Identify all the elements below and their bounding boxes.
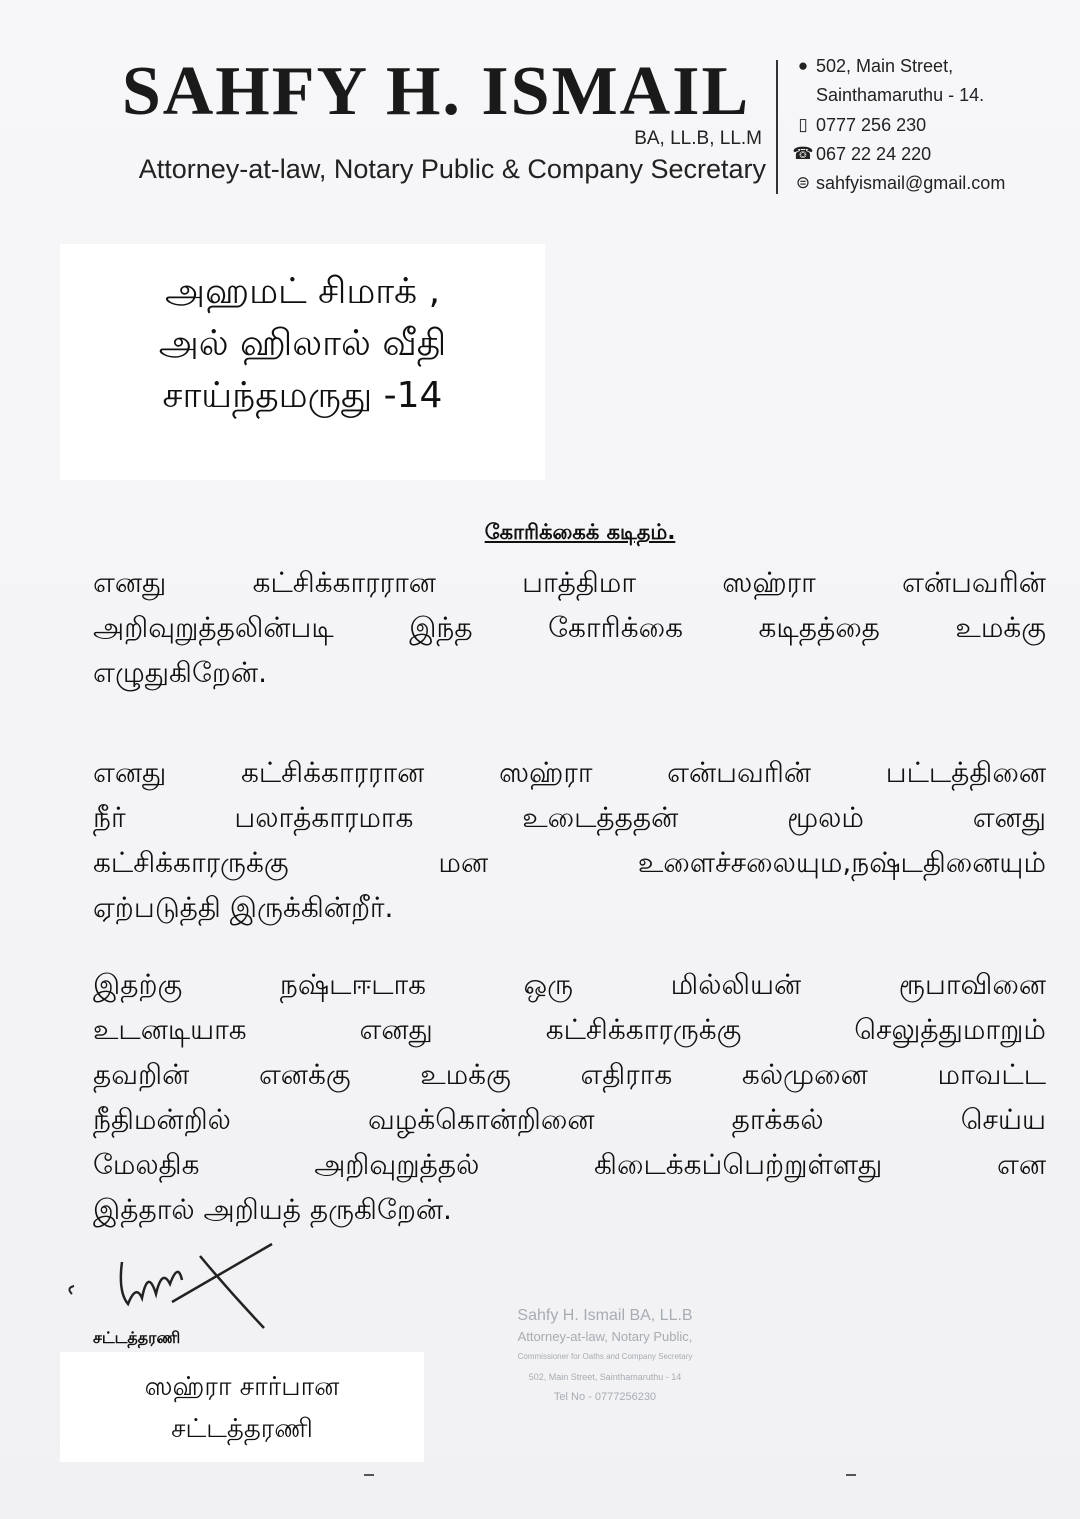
letterhead-divider (776, 60, 778, 194)
word: ரூபாவினை (898, 968, 1046, 1001)
text-line (93, 560, 1046, 605)
signature-label: சட்டத்தரணி (93, 1328, 181, 1347)
word: எனது (93, 756, 167, 789)
letter-subject: கோரிக்கைக் கடிதம். (484, 520, 676, 544)
stamp-line-5: Tel No - 0777256230 (553, 1391, 657, 1403)
text-line (93, 1007, 1046, 1052)
word: கடிதத்தை (758, 611, 880, 644)
word: உளைச்சலையும,நஷ்டதினையும் (637, 846, 1046, 879)
word: வழக்கொன்றினை (368, 1103, 595, 1136)
contact-email (790, 171, 1070, 200)
word: மூலம் (787, 801, 864, 834)
paragraph-3 (93, 962, 1046, 1232)
text-line (93, 1052, 1046, 1097)
text-line (93, 885, 1046, 930)
lawyer-stamp (470, 1305, 740, 1407)
mobile-number: 0777 256 230 (816, 115, 927, 135)
word: கட்சிக்காரரான (240, 756, 425, 789)
phone-number: 067 22 24 220 (816, 144, 932, 164)
stamp-line-3: Commissioner for Oaths and Company Secretary (517, 1352, 693, 1361)
professional-title: Attorney-at-law, Notary Public & Company Secretary (138, 154, 766, 184)
email-address: sahfyismail@gmail.com (816, 173, 1006, 193)
word: கட்சிக்காரருக்கு (93, 846, 289, 879)
handwritten-signature (60, 1232, 280, 1332)
word: உடைத்ததன் (522, 801, 679, 834)
address-line-1: 502, Main Street, (816, 56, 954, 76)
word: பட்டத்தினை (885, 756, 1046, 789)
qualifications: BA, LL.B, LL.M (634, 128, 762, 149)
word: எழுதுகிறேன். (93, 656, 267, 689)
text-line (93, 1097, 1046, 1142)
contact-block (790, 54, 1070, 200)
recipient-line-1: அஹமட் சிமாக் , (164, 271, 441, 312)
text-line (93, 962, 1046, 1007)
text-line (93, 1187, 1046, 1232)
address-line-2: Sainthamaruthu - 14. (816, 85, 985, 105)
word: கல்முனை (741, 1058, 868, 1091)
word: மன (438, 846, 489, 879)
text-line (93, 795, 1046, 840)
word: மாவட்ட (937, 1058, 1046, 1091)
word: செலுத்துமாறும் (854, 1013, 1046, 1046)
word: ஸஹ்ரா (722, 566, 816, 599)
word: செய்ய (960, 1103, 1046, 1136)
word: என்பவரின் (902, 566, 1046, 599)
contact-address (790, 54, 1070, 83)
word: கோரிக்கை (548, 611, 684, 644)
home-phone-icon: ☎ (792, 144, 814, 163)
scan-mark (364, 1474, 374, 1476)
lawyer-name: SAHFY H. ISMAIL (121, 53, 751, 130)
word: ஒரு (523, 968, 574, 1001)
word: இத்தால் அறியத் தருகிறேன். (93, 1193, 452, 1226)
stamp-line-1: Sahfy H. Ismail BA, LL.B (517, 1307, 693, 1324)
stamp-line-2: Attorney-at-law, Notary Public, (517, 1329, 693, 1344)
word: அறிவுறுத்தலின்படி (93, 611, 334, 644)
word: எனது (93, 566, 167, 599)
word: உமக்கு (955, 611, 1046, 644)
contact-phone (790, 142, 1070, 171)
word: எனது (972, 801, 1046, 834)
word: மேலதிக (93, 1148, 200, 1181)
word: பாத்திமா (522, 566, 636, 599)
contact-mobile (790, 113, 1070, 142)
contact-address-2 (790, 83, 1070, 113)
paragraph-1 (93, 560, 1046, 695)
word: எதிராக (580, 1058, 673, 1091)
word: தவறின் (93, 1058, 190, 1091)
text-line (93, 750, 1046, 795)
word: எனது (359, 1013, 433, 1046)
mobile-phone-icon: ▯ (798, 115, 808, 134)
word: நீர் (93, 801, 126, 834)
closing-line-1: ஸஹ்ரா சார்பான (144, 1372, 340, 1402)
location-pin-icon: ● (797, 56, 809, 75)
word: அறிவுறுத்தல் (314, 1148, 480, 1181)
text-line (93, 840, 1046, 885)
word: என (996, 1148, 1046, 1181)
paragraph-2 (93, 750, 1046, 930)
word: ஏற்படுத்தி இருக்கின்றீர். (93, 891, 394, 924)
word: எனக்கு (258, 1058, 351, 1091)
email-icon: ⊜ (795, 173, 811, 192)
word: இதற்கு (93, 968, 183, 1001)
word: நீதிமன்றில் (93, 1103, 231, 1136)
recipient-address (60, 244, 545, 480)
text-line (93, 605, 1046, 650)
word: உமக்கு (420, 1058, 511, 1091)
text-line (93, 650, 1046, 695)
word: பலாத்காரமாக (234, 801, 414, 834)
word: கட்சிக்காரருக்கு (545, 1013, 742, 1046)
word: தாக்கல் (731, 1103, 824, 1136)
text-line (93, 1142, 1046, 1187)
stamp-line-4: 502, Main Street, Sainthamaruthu - 14 (528, 1372, 682, 1382)
recipient-line-3: சாய்ந்தமருது -14 (162, 375, 443, 416)
word: ஸஹ்ரா (498, 756, 593, 789)
word: உடனடியாக (93, 1013, 247, 1046)
word: மில்லியன் (670, 968, 802, 1001)
scan-mark (846, 1474, 856, 1476)
closing-line-2: சட்டத்தரணி (171, 1414, 313, 1444)
word: இந்த (409, 611, 473, 644)
word: நஷ்டஈடாக (279, 968, 427, 1001)
word: கட்சிக்காரரான (252, 566, 436, 599)
word: கிடைக்கப்பெற்றுள்ளது (594, 1148, 883, 1181)
word: என்பவரின் (667, 756, 812, 789)
closing-block (60, 1352, 424, 1462)
recipient-line-2: அல் ஹிலால் வீதி (158, 323, 447, 364)
